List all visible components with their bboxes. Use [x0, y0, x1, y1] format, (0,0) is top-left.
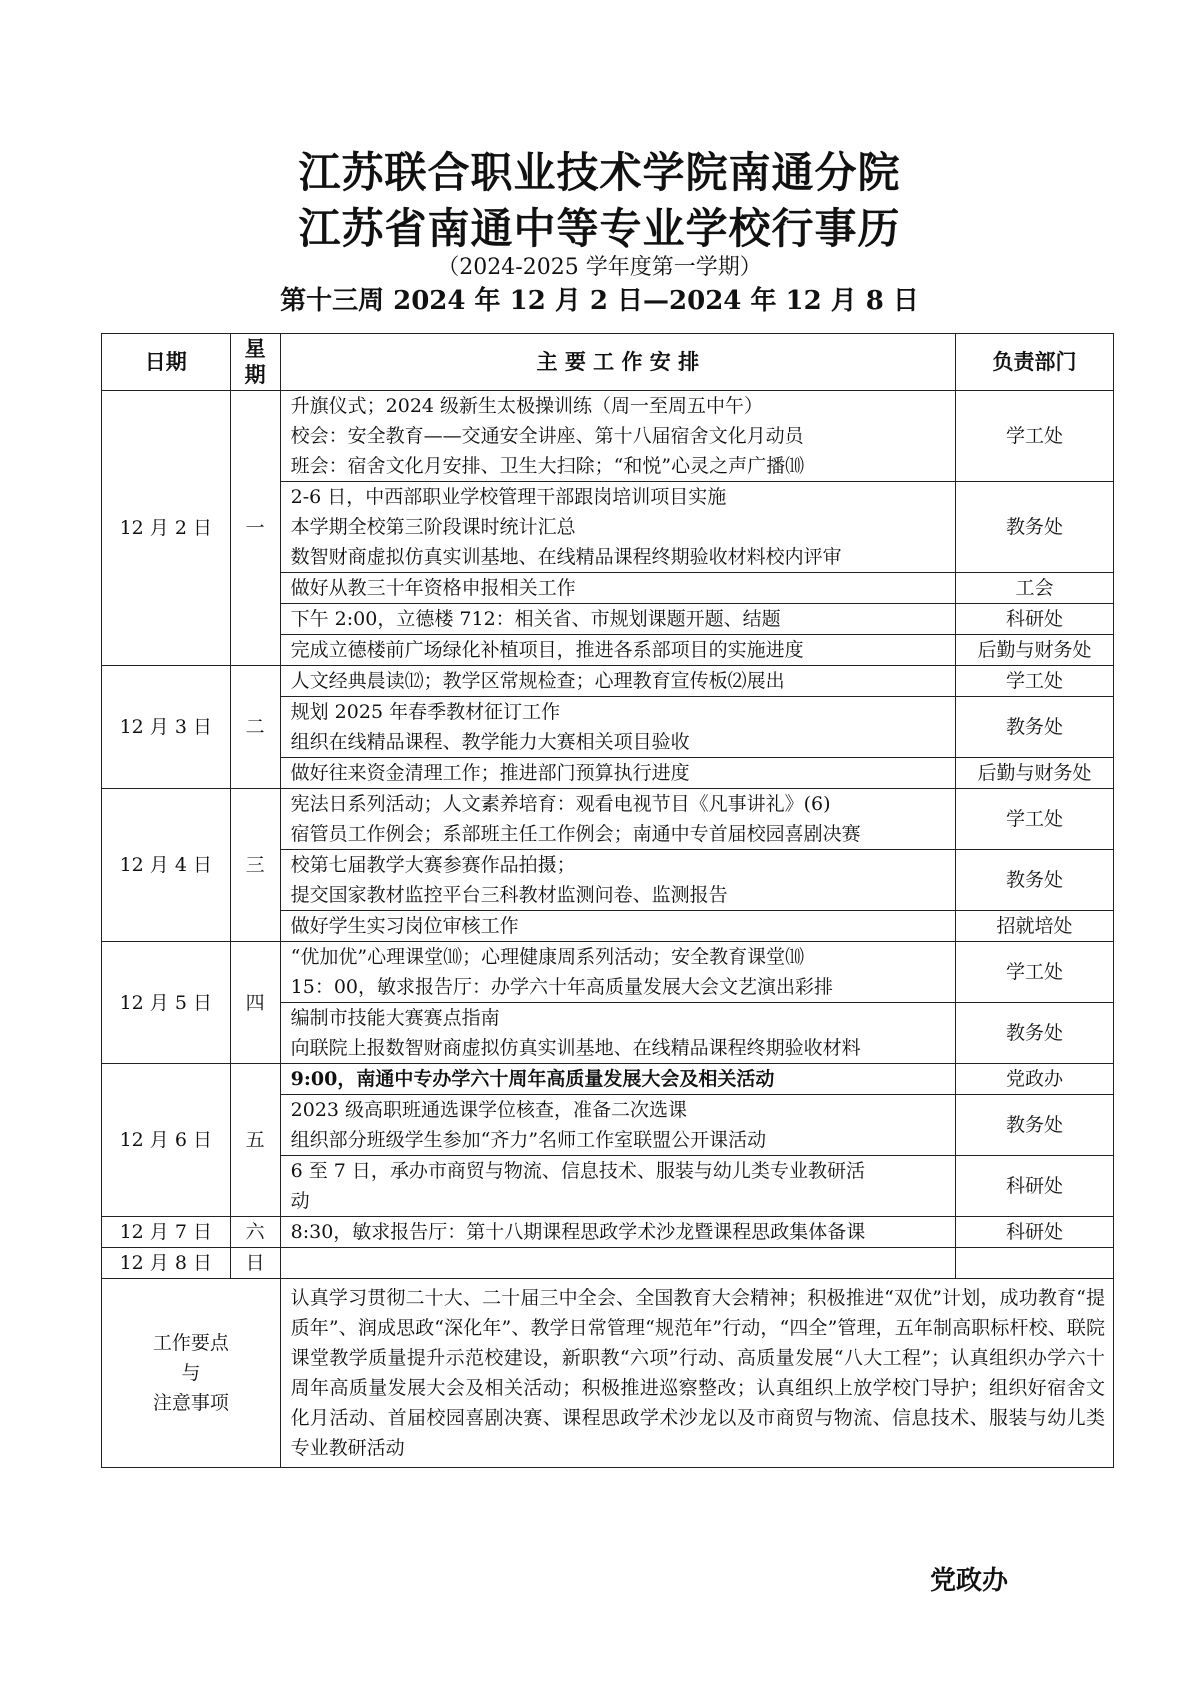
- work-line: 完成立德楼前广场绿化补植项目，推进各系部项目的实施进度: [290, 639, 804, 661]
- work-item: [280, 1003, 955, 1064]
- header-weekday-2: 期: [244, 362, 266, 387]
- work-line: 下午 2:00，立德楼 712：相关省、市规划课题开题、结题: [290, 608, 781, 630]
- work-line: 动: [290, 1190, 310, 1212]
- day-weekday: 日: [230, 1248, 280, 1279]
- day-weekday: 三: [230, 789, 280, 942]
- work-item: [280, 942, 955, 1003]
- schedule-table: [101, 333, 1114, 1468]
- responsible-dept: 教务处: [956, 1095, 1114, 1156]
- day-weekday: 四: [230, 942, 280, 1064]
- day-date: 12 月 5 日: [102, 942, 231, 1064]
- day-weekday: 二: [230, 666, 280, 789]
- table-row: [102, 942, 1114, 1003]
- work-line: 编制市技能大赛赛点指南: [290, 1007, 500, 1029]
- work-line: 组织部分班级学生参加“齐力”名师工作室联盟公开课活动: [290, 1129, 767, 1151]
- notes-text: 认真学习贯彻二十大、二十届三中全会、全国教育大会精神；积极推进“双优”计划，成功教育“提质年”、润成思政“深化年”、教学日常管理“规范年”行动，“四全”管理，五年制高职标杆校、联院课堂教学质量提升示范校建设，新职教“六项”行动、高质量发展“八大工程”；认真组织办学六十周年高质量发展大会及相关活动；积极推进巡察整改；认真组织上放学校门导护；组织好宿舍文化月活动、首届校园喜剧决赛、课程思政学术沙龙以及市商贸与物流、信息技术、服装与幼儿类专业教研活动: [280, 1279, 1113, 1468]
- header-date: 日期: [102, 334, 231, 391]
- day-date: 12 月 8 日: [102, 1248, 231, 1279]
- day-date: 12 月 6 日: [102, 1064, 231, 1217]
- work-item: [280, 789, 955, 850]
- day-weekday: 五: [230, 1064, 280, 1217]
- notes-row: [102, 1279, 1114, 1468]
- responsible-dept: 学工处: [956, 789, 1114, 850]
- responsible-dept: 学工处: [956, 666, 1114, 697]
- work-line: 宪法日系列活动；人文素养培育：观看电视节目《凡事讲礼》(6): [290, 793, 831, 815]
- work-line: 校第七届教学大赛参赛作品拍摄；: [290, 854, 576, 876]
- work-item: [280, 1248, 955, 1279]
- week-range: 第十三周 2024 年 12 月 2 日—2024 年 12 月 8 日: [280, 286, 919, 316]
- responsible-dept: 后勤与财务处: [956, 758, 1114, 789]
- responsible-dept: 学工处: [956, 391, 1114, 482]
- work-item: [280, 482, 955, 573]
- work-line: 向联院上报数智财商虚拟仿真实训基地、在线精品课程终期验收材料: [290, 1037, 861, 1059]
- work-item: [280, 391, 955, 482]
- responsible-dept: 教务处: [956, 850, 1114, 911]
- work-item: [280, 850, 955, 911]
- responsible-dept: [956, 1248, 1114, 1279]
- responsible-dept: 学工处: [956, 942, 1114, 1003]
- responsible-dept: 教务处: [956, 1003, 1114, 1064]
- work-item: [280, 1064, 955, 1095]
- work-line: 校会：安全教育——交通安全讲座、第十八届宿舍文化月动员: [290, 425, 804, 447]
- header-dept: 负责部门: [956, 334, 1114, 391]
- work-line: 做好学生实习岗位审核工作: [290, 915, 519, 937]
- work-line: 升旗仪式；2024 级新生太极操训练（周一至周五中午）: [290, 395, 764, 417]
- header-weekday: [230, 334, 280, 391]
- day-date: 12 月 4 日: [102, 789, 231, 942]
- notes-label: [102, 1279, 281, 1468]
- table-header-row: [102, 334, 1114, 391]
- responsible-dept: 科研处: [956, 1156, 1114, 1217]
- work-line: 本学期全校第三阶段课时统计汇总: [290, 516, 576, 538]
- header-weekday-1: 星: [244, 336, 266, 361]
- table-row: [102, 391, 1114, 482]
- work-line: 人文经典晨读⑿；教学区常规检查；心理教育宣传板⑵展出: [290, 670, 785, 692]
- work-item: [280, 758, 955, 789]
- table-row: [102, 1248, 1114, 1279]
- responsible-dept: 后勤与财务处: [956, 635, 1114, 666]
- responsible-dept: 教务处: [956, 482, 1114, 573]
- work-line: 数智财商虚拟仿真实训基地、在线精品课程终期验收材料校内评审: [290, 546, 842, 568]
- day-date: 12 月 2 日: [102, 391, 231, 666]
- notes-label-line: 与: [181, 1362, 201, 1384]
- work-item: [280, 697, 955, 758]
- work-item: [280, 1095, 955, 1156]
- responsible-dept: 工会: [956, 573, 1114, 604]
- day-date: 12 月 7 日: [102, 1217, 231, 1248]
- title-line-1: 江苏联合职业技术学院南通分院: [298, 148, 901, 197]
- work-item: [280, 911, 955, 942]
- work-line: “优加优”心理课堂⑽；心理健康周系列活动；安全教育课堂⑽: [290, 946, 805, 968]
- work-line: 做好从教三十年资格申报相关工作: [290, 577, 576, 599]
- work-line: 宿管员工作例会；系部班主任工作例会；南通中专首届校园喜剧决赛: [290, 823, 861, 845]
- work-line: 组织在线精品课程、教学能力大赛相关项目验收: [290, 731, 690, 753]
- responsible-dept: 招就培处: [956, 911, 1114, 942]
- work-line: 规划 2025 年春季教材征订工作: [290, 701, 561, 723]
- work-line: 15：00，敏求报告厅：办学六十年高质量发展大会文艺演出彩排: [290, 976, 833, 998]
- work-line: 班会：宿舍文化月安排、卫生大扫除；“和悦”心灵之声广播⑽: [290, 455, 805, 477]
- responsible-dept: 党政办: [956, 1064, 1114, 1095]
- work-line: 提交国家教材监控平台三科教材监测问卷、监测报告: [290, 884, 728, 906]
- work-line: [291, 1248, 949, 1278]
- responsible-dept: 科研处: [956, 1217, 1114, 1248]
- work-item: [280, 573, 955, 604]
- schedule-body: [102, 391, 1114, 1468]
- work-line: 2-6 日，中西部职业学校管理干部跟岗培训项目实施: [290, 486, 727, 508]
- day-date: 12 月 3 日: [102, 666, 231, 789]
- work-line: 9:00，南通中专办学六十周年高质量发展大会及相关活动: [290, 1068, 775, 1090]
- responsible-dept: 教务处: [956, 697, 1114, 758]
- responsible-dept: 科研处: [956, 604, 1114, 635]
- header-work: 主 要 工 作 安 排: [280, 334, 955, 391]
- table-row: [102, 1217, 1114, 1248]
- title-line-2: 江苏省南通中等专业学校行事历: [298, 204, 901, 253]
- footer-signature: 党政办: [930, 1566, 1009, 1596]
- day-weekday: 六: [230, 1217, 280, 1248]
- notes-label-line: 工作要点: [152, 1332, 229, 1354]
- work-item: [280, 635, 955, 666]
- semester-subtitle: （2024-2025 学年度第一学期）: [437, 255, 762, 280]
- table-row: [102, 1064, 1114, 1095]
- work-line: 8:30，敏求报告厅：第十八期课程思政学术沙龙暨课程思政集体备课: [290, 1221, 866, 1243]
- work-item: [280, 1217, 955, 1248]
- work-line: 6 至 7 日，承办市商贸与物流、信息技术、服装与幼儿类专业教研活: [290, 1160, 865, 1182]
- work-item: [280, 1156, 955, 1217]
- table-row: [102, 666, 1114, 697]
- table-row: [102, 789, 1114, 850]
- work-item: [280, 604, 955, 635]
- work-line: 做好往来资金清理工作；推进部门预算执行进度: [290, 762, 690, 784]
- day-weekday: 一: [230, 391, 280, 666]
- work-item: [280, 666, 955, 697]
- notes-label-line: 注意事项: [152, 1392, 229, 1414]
- work-line: 2023 级高职班通选课学位核查，准备二次选课: [290, 1099, 688, 1121]
